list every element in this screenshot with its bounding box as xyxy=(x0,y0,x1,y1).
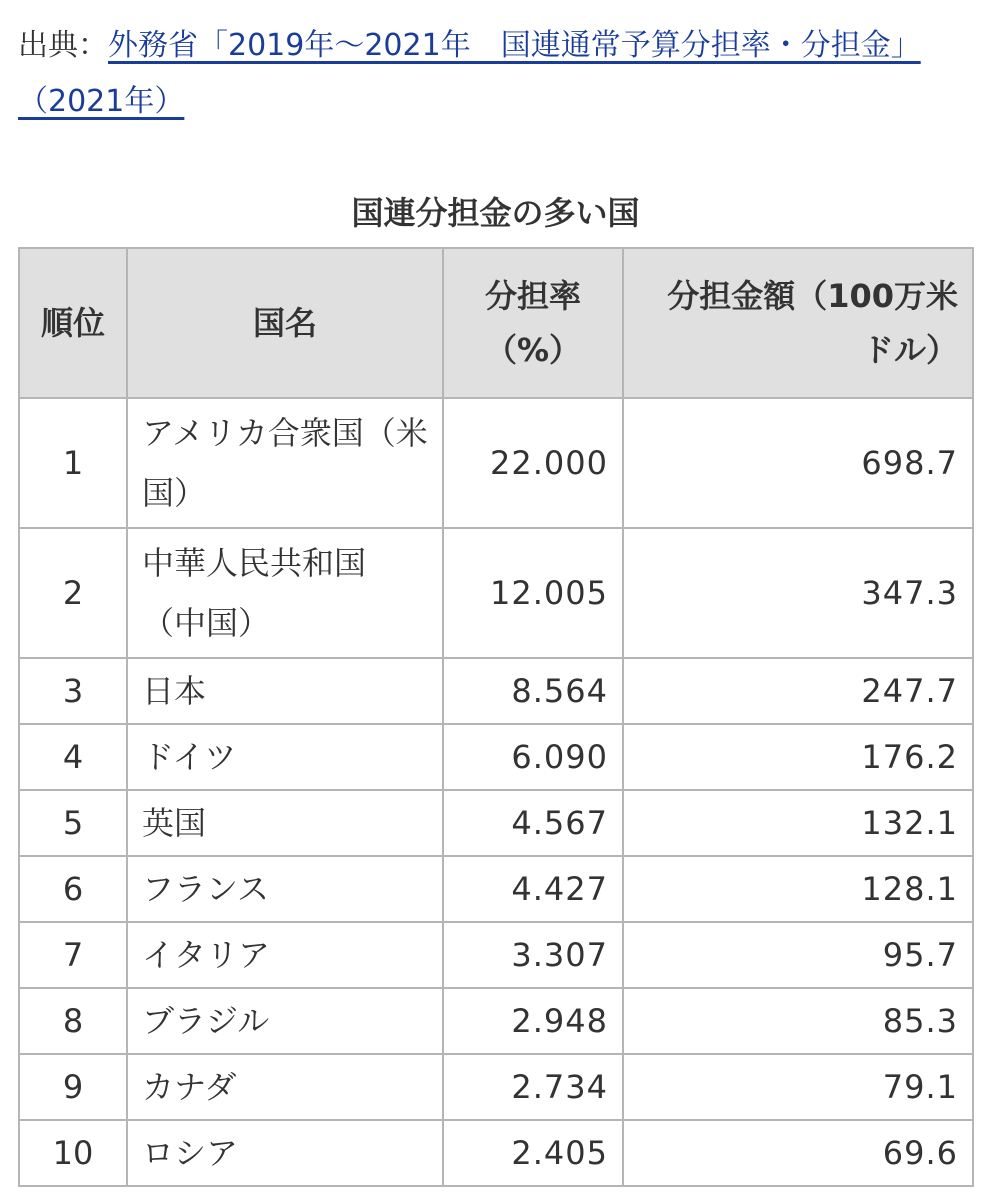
amount-cell: 698.7 xyxy=(623,398,973,528)
rank-cell: 4 xyxy=(19,724,127,790)
rate-cell: 6.090 xyxy=(443,724,623,790)
country-cell: ブラジル xyxy=(127,988,443,1054)
ranking-table xyxy=(18,247,974,1187)
table-row xyxy=(19,1054,973,1120)
rank-cell: 8 xyxy=(19,988,127,1054)
table-row xyxy=(19,658,973,724)
rate-cell: 2.948 xyxy=(443,988,623,1054)
table-header-row xyxy=(19,248,973,398)
table-row xyxy=(19,988,973,1054)
table-row xyxy=(19,856,973,922)
source-label: 出典： xyxy=(18,28,108,63)
header-rate: 分担率（%） xyxy=(443,248,623,398)
source-link[interactable]: 外務省「2019年〜2021年 国連通常予算分担率・分担金」（2021年） xyxy=(18,28,921,119)
table-row xyxy=(19,1120,973,1186)
amount-cell: 347.3 xyxy=(623,528,973,658)
country-cell: 英国 xyxy=(127,790,443,856)
rank-cell: 6 xyxy=(19,856,127,922)
amount-cell: 176.2 xyxy=(623,724,973,790)
header-rank: 順位 xyxy=(19,248,127,398)
rate-cell: 2.405 xyxy=(443,1120,623,1186)
table-row xyxy=(19,724,973,790)
table-title: 国連分担金の多い国 xyxy=(351,194,640,232)
table-row xyxy=(19,790,973,856)
rank-cell: 5 xyxy=(19,790,127,856)
source-citation xyxy=(18,18,968,130)
country-cell: ドイツ xyxy=(127,724,443,790)
country-cell: イタリア xyxy=(127,922,443,988)
rate-cell: 12.005 xyxy=(443,528,623,658)
country-cell: アメリカ合衆国（米国） xyxy=(127,398,443,528)
rate-cell: 4.567 xyxy=(443,790,623,856)
rank-cell: 3 xyxy=(19,658,127,724)
country-cell: 日本 xyxy=(127,658,443,724)
rate-cell: 22.000 xyxy=(443,398,623,528)
country-cell: 中華人民共和国（中国） xyxy=(127,528,443,658)
amount-cell: 95.7 xyxy=(623,922,973,988)
country-cell: フランス xyxy=(127,856,443,922)
rate-cell: 4.427 xyxy=(443,856,623,922)
header-country: 国名 xyxy=(127,248,443,398)
amount-cell: 128.1 xyxy=(623,856,973,922)
amount-cell: 79.1 xyxy=(623,1054,973,1120)
rank-cell: 2 xyxy=(19,528,127,658)
rate-cell: 2.734 xyxy=(443,1054,623,1120)
table-row xyxy=(19,528,973,658)
rank-cell: 7 xyxy=(19,922,127,988)
rank-cell: 1 xyxy=(19,398,127,528)
table-row xyxy=(19,922,973,988)
country-cell: カナダ xyxy=(127,1054,443,1120)
amount-cell: 69.6 xyxy=(623,1120,973,1186)
table-row xyxy=(19,398,973,528)
amount-cell: 132.1 xyxy=(623,790,973,856)
rank-cell: 10 xyxy=(19,1120,127,1186)
country-cell: ロシア xyxy=(127,1120,443,1186)
amount-cell: 247.7 xyxy=(623,658,973,724)
amount-cell: 85.3 xyxy=(623,988,973,1054)
header-amount: 分担金額（100万米ドル） xyxy=(623,248,973,398)
rank-cell: 9 xyxy=(19,1054,127,1120)
rate-cell: 3.307 xyxy=(443,922,623,988)
rate-cell: 8.564 xyxy=(443,658,623,724)
